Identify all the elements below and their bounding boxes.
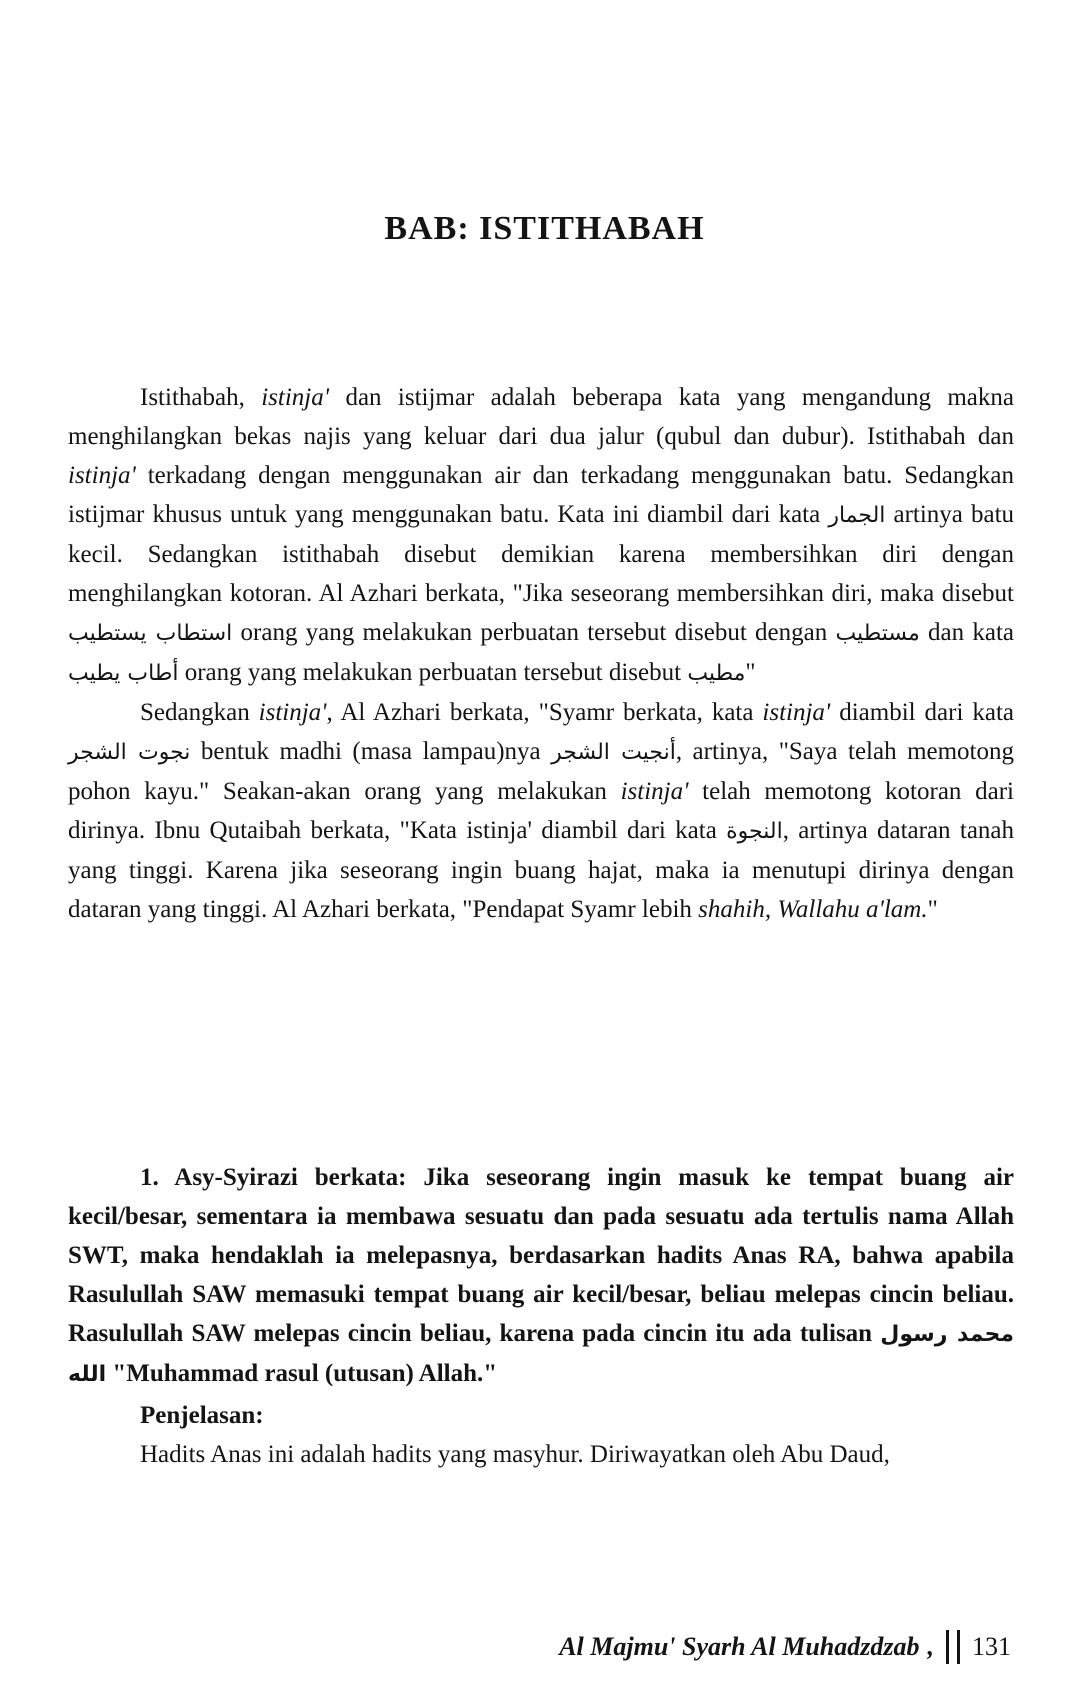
arabic-term: مستطيب [835, 621, 920, 646]
footer-comma: , [927, 1632, 934, 1661]
arabic-term: أنجيت الشجر [551, 740, 676, 765]
italic-term: istinja' [68, 462, 136, 489]
italic-term: istinja' [258, 699, 327, 726]
arabic-term: نجوت الشجر [68, 740, 191, 765]
item-1-paragraph [68, 1158, 1014, 1394]
text-run: " [927, 896, 938, 923]
arabic-term: الجمار [828, 503, 886, 528]
text-run: dan istijmar adalah beberapa kata yang mengandung makna menghilangkan bekas najis yang keluar dari dua jalur (qubul dan dubur). Istithabah dan [68, 384, 1014, 450]
page-number: 131 [972, 1632, 1011, 1661]
text-run: "Muhammad rasul (utusan) Allah." [106, 1360, 498, 1387]
explanation-heading: Penjelasan: [140, 1402, 264, 1429]
italic-term: istinja' [261, 384, 330, 411]
arabic-term: محمد رسول الله [68, 1322, 1014, 1387]
explanation-paragraph: Hadits Anas ini adalah hadits yang masyhur. Diriwayatkan oleh Abu Daud, [140, 1441, 890, 1468]
text-run: " [745, 659, 756, 686]
double-bar-separator-icon [946, 1630, 960, 1664]
text-run: artinya batu kecil. Sedangkan istithabah disebut demikian karena membersihkan diri dengan menghilangkan kotoran. Al Azhari berkata, "Jika seseorang membersihkan diri, maka disebut [68, 501, 1015, 607]
text-run: 1. Asy-Syirazi berkata: Jika seseorang ingin masuk ke tempat buang air kecil/besar, sementara ia membawa sesuatu dan pada sesuatu ada tertulis nama Allah SWT, maka hendaklah ia melepasnya, berdasarkan hadits Anas RA, bahwa apabila Rasulullah SAW memasuki tempat buang air kecil/besar, beliau melepas cincin beliau. Rasulullah SAW melepas cincin beliau, karena pada cincin itu ada tulisan [68, 1164, 1014, 1347]
text-run: bentuk madhi (masa lampau)nya [190, 738, 552, 765]
arabic-term: استطاب يستطيب [68, 621, 233, 646]
text-run: diambil dari kata [830, 699, 1014, 726]
arabic-term: النجوة [726, 819, 783, 844]
text-run: orang yang melakukan perbuatan tersebut disebut [178, 659, 688, 686]
italic-term: istinja' [620, 778, 689, 805]
text-run: , artinya, "Saya telah memotong pohon kayu." Seakan-akan orang yang melakukan [68, 738, 1015, 805]
arabic-term: أطاب يطيب [68, 661, 179, 686]
intro-paragraph-2 [68, 693, 1014, 929]
text-run: , artinya dataran tanah yang tinggi. Karena jika seseorang ingin buang hajat, maka ia menutupi dirinya dengan dataran yang tinggi. Al Azhari berkata, "Pendapat Syamr lebih [68, 817, 1015, 923]
book-title: Al Majmu' Syarh Al Muhadzdzab [559, 1632, 920, 1661]
text-run: telah memotong kotoran dari dirinya. Ibnu Qutaibah berkata, "Kata istinja' diambil dari kata [68, 778, 1014, 844]
text-run: orang yang melakukan perbuatan tersebut disebut dengan [232, 619, 836, 646]
text-run: terkadang dengan menggunakan air dan terkadang menggunakan batu. Sedangkan istijmar khusus untuk yang menggunakan batu. Kata ini diambil dari kata [68, 462, 1014, 528]
text-run: , Al Azhari berkata, "Syamr berkata, kata [326, 699, 763, 726]
intro-section [68, 378, 1014, 929]
intro-paragraph-1 [68, 378, 1014, 693]
arabic-term: مطيب [687, 661, 746, 686]
text-run: dan kata [919, 619, 1014, 646]
italic-term: shahih, Wallahu a'lam. [698, 896, 928, 923]
item-1-section [68, 1158, 1014, 1474]
chapter-title: BAB: ISTITHABAH [384, 210, 705, 247]
running-footer [559, 1630, 1011, 1664]
italic-term: istinja' [762, 699, 831, 726]
text-run: Istithabah, [140, 384, 262, 411]
text-run: Sedangkan [140, 699, 259, 726]
